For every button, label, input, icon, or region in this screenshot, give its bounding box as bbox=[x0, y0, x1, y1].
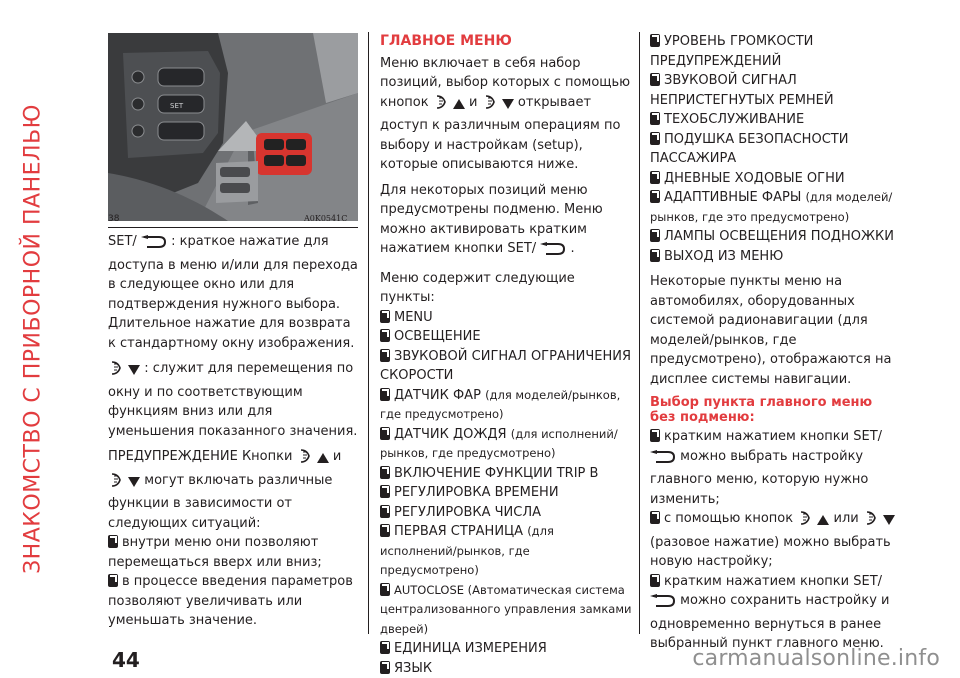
checkbox-bullet-icon bbox=[108, 574, 118, 587]
figure-number: 38 bbox=[108, 214, 120, 224]
scroll-wheel-icon bbox=[482, 94, 498, 117]
checkbox-bullet-icon bbox=[380, 641, 390, 654]
list-item: ОСВЕЩЕНИЕ bbox=[380, 327, 632, 347]
list-item: ВЫХОД ИЗ МЕНЮ bbox=[650, 247, 900, 267]
checkbox-bullet-icon bbox=[650, 429, 660, 442]
scroll-wheel-icon bbox=[863, 510, 879, 533]
menu-contains-label: Меню содержит следующие пункты: bbox=[380, 270, 575, 305]
checkbox-bullet-icon bbox=[650, 34, 660, 47]
return-arrow-icon bbox=[141, 235, 167, 256]
triangle-down-icon bbox=[502, 97, 514, 117]
list-item: с помощью кнопок или (разовое нажатие) можно выбрать новую настройку; bbox=[650, 509, 900, 572]
triangle-up-icon bbox=[453, 97, 465, 117]
main-menu-heading: ГЛАВНОЕ МЕНЮ bbox=[380, 33, 512, 49]
figure-underline bbox=[108, 227, 358, 228]
side-section-title: ЗНАКОМСТВО С ПРИБОРНОЙ ПАНЕЛЬЮ bbox=[20, 104, 46, 574]
checkbox-bullet-icon bbox=[380, 388, 390, 401]
checkbox-bullet-icon bbox=[650, 132, 660, 145]
checkbox-bullet-icon bbox=[650, 229, 660, 242]
list-item: ПЕРВАЯ СТРАНИЦА (для исполнений/рынков, где предусмотрено) bbox=[380, 524, 554, 577]
column-1 bbox=[108, 232, 358, 631]
select-item-subheading: Выбор пункта главного меню без подменю: bbox=[650, 395, 873, 425]
triangle-down-icon bbox=[128, 475, 140, 495]
list-item: кратким нажатием кнопки SET/ можно сохранить настройку и одновременно вернуться в ранее выбранный пункт главного меню. bbox=[650, 573, 890, 651]
figure-code: A0K0541C bbox=[304, 214, 348, 223]
submenu-paragraph: Для некоторых позиций меню предусмотрены подменю. Меню можно активировать кратким нажатием кнопки SET/ . bbox=[380, 181, 632, 263]
list-item: ЗВУКОВОЙ СИГНАЛ НЕПРИСТЕГНУТЫХ РЕМНЕЙ bbox=[650, 73, 834, 108]
return-arrow-icon bbox=[540, 242, 566, 263]
return-arrow-icon bbox=[650, 450, 676, 471]
menu-items-list bbox=[380, 308, 632, 678]
warning-paragraph bbox=[108, 447, 358, 533]
warning-and: и bbox=[332, 449, 342, 464]
checkbox-bullet-icon bbox=[380, 485, 390, 498]
checkbox-bullet-icon bbox=[380, 524, 390, 537]
checkbox-bullet-icon bbox=[650, 112, 660, 125]
list-item: AUTOCLOSE (Автоматическая система централизованного управления замками дверей) bbox=[380, 582, 632, 636]
list-item: в процессе введения параметров позволяют увеличивать или уменьшать значение. bbox=[108, 574, 353, 628]
arrows-description bbox=[108, 359, 358, 441]
list-item: ЛАМПЫ ОСВЕЩЕНИЯ ПОДНОЖКИ bbox=[650, 227, 900, 247]
checkbox-bullet-icon bbox=[650, 249, 660, 262]
checkbox-bullet-icon bbox=[380, 505, 390, 518]
triangle-down-icon bbox=[883, 513, 895, 533]
list-item: ЗВУКОВОЙ СИГНАЛ ОГРАНИЧЕНИЯ СКОРОСТИ bbox=[380, 348, 632, 383]
scroll-wheel-icon bbox=[108, 472, 124, 495]
set-button-description bbox=[108, 232, 358, 353]
column-divider-2 bbox=[639, 32, 640, 634]
checkbox-bullet-icon bbox=[650, 73, 660, 86]
scroll-wheel-icon bbox=[433, 94, 449, 117]
figure-set-label: SET bbox=[170, 102, 184, 110]
checkbox-bullet-icon bbox=[650, 574, 660, 587]
checkbox-bullet-icon bbox=[380, 349, 390, 362]
checkbox-bullet-icon bbox=[380, 661, 390, 674]
list-item: ДНЕВНЫЕ ХОДОВЫЕ ОГНИ bbox=[650, 169, 900, 189]
checkbox-bullet-icon bbox=[380, 583, 390, 596]
figure-steering-column-buttons bbox=[108, 33, 358, 221]
checkbox-bullet-icon bbox=[380, 466, 390, 479]
main-menu-intro: Меню включает в себя набор позиций, выбор которых с помощью кнопок и открывает доступ к различным операциям по выбору и настройкам (setup), которые описываются ниже. bbox=[380, 55, 631, 172]
list-item: АДАПТИВНЫЕ ФАРЫ (для моделей/рынков, где это предусмотрено) bbox=[650, 190, 893, 224]
list-item: ТЕХОБСЛУЖИВАНИЕ bbox=[650, 110, 900, 130]
page-number: 44 bbox=[112, 648, 140, 672]
triangle-down-icon bbox=[128, 363, 140, 383]
checkbox-bullet-icon bbox=[650, 511, 660, 524]
checkbox-bullet-icon bbox=[380, 310, 390, 323]
set-label: SET/ bbox=[108, 234, 137, 249]
list-item: кратким нажатием кнопки SET/ можно выбрать настройку главного меню, которую нужно изменить; bbox=[650, 429, 883, 507]
list-item: ЕДИНИЦА ИЗМЕРЕНИЯ bbox=[380, 639, 632, 659]
list-item: MENU bbox=[380, 308, 632, 328]
list-item: УРОВЕНЬ ГРОМКОСТИ ПРЕДУПРЕЖДЕНИЙ bbox=[650, 34, 814, 69]
triangle-up-icon bbox=[817, 513, 829, 533]
list-item: РЕГУЛИРОВКА ВРЕМЕНИ bbox=[380, 483, 632, 503]
column-divider-1 bbox=[368, 32, 369, 634]
checkbox-bullet-icon bbox=[108, 535, 118, 548]
checkbox-bullet-icon bbox=[380, 427, 390, 440]
list-item: ДАТЧИК ДОЖДЯ (для исполнений/рынков, где предусмотрено) bbox=[380, 426, 618, 460]
set-description-text: : краткое нажатие для доступа в меню и/или для перехода в следующее окно или для подтверждения нужного выбора. Длительное нажатие для возврата к стандартному окну изображения. bbox=[108, 234, 358, 351]
scroll-wheel-icon bbox=[108, 360, 124, 383]
warning-text-start: ПРЕДУПРЕЖДЕНИЕ Кнопки bbox=[108, 449, 293, 464]
watermark-link[interactable]: carmanualsonline.info bbox=[692, 646, 940, 671]
column-2 bbox=[380, 32, 632, 678]
list-item: ЯЗЫК bbox=[380, 659, 632, 678]
steering-buttons-illustration bbox=[108, 33, 358, 221]
scroll-wheel-icon bbox=[797, 510, 813, 533]
list-item: внутри меню они позволяют перемещаться вверх или вниз; bbox=[108, 535, 322, 570]
menu-items-list-continued bbox=[650, 32, 900, 266]
navigation-note: Некоторые пункты меню на автомобилях, оборудованных системой радионавигации (для моделей/рынков, где предусмотрено), отображаются на дисплее системы навигации. bbox=[650, 274, 892, 387]
list-item: РЕГУЛИРОВКА ЧИСЛА bbox=[380, 503, 632, 523]
triangle-up-icon bbox=[317, 451, 329, 471]
checkbox-bullet-icon bbox=[380, 329, 390, 342]
return-arrow-icon bbox=[650, 594, 676, 615]
warning-text-end: могут включать различные функции в зависимости от следующих ситуаций: bbox=[108, 472, 333, 531]
arrows-description-text: : служит для перемещения по окну и по соответствующим функциям вниз или для уменьшения показанного значения. bbox=[108, 361, 358, 439]
scroll-wheel-icon bbox=[297, 448, 313, 471]
checkbox-bullet-icon bbox=[650, 171, 660, 184]
list-item: ПОДУШКА БЕЗОПАСНОСТИ ПАССАЖИРА bbox=[650, 131, 849, 166]
list-item: ВКЛЮЧЕНИЕ ФУНКЦИИ TRIP B bbox=[380, 464, 632, 484]
list-item: ДАТЧИК ФАР (для моделей/рынков, где предусмотрено) bbox=[380, 387, 621, 421]
column-3 bbox=[650, 32, 900, 654]
checkbox-bullet-icon bbox=[650, 190, 660, 203]
